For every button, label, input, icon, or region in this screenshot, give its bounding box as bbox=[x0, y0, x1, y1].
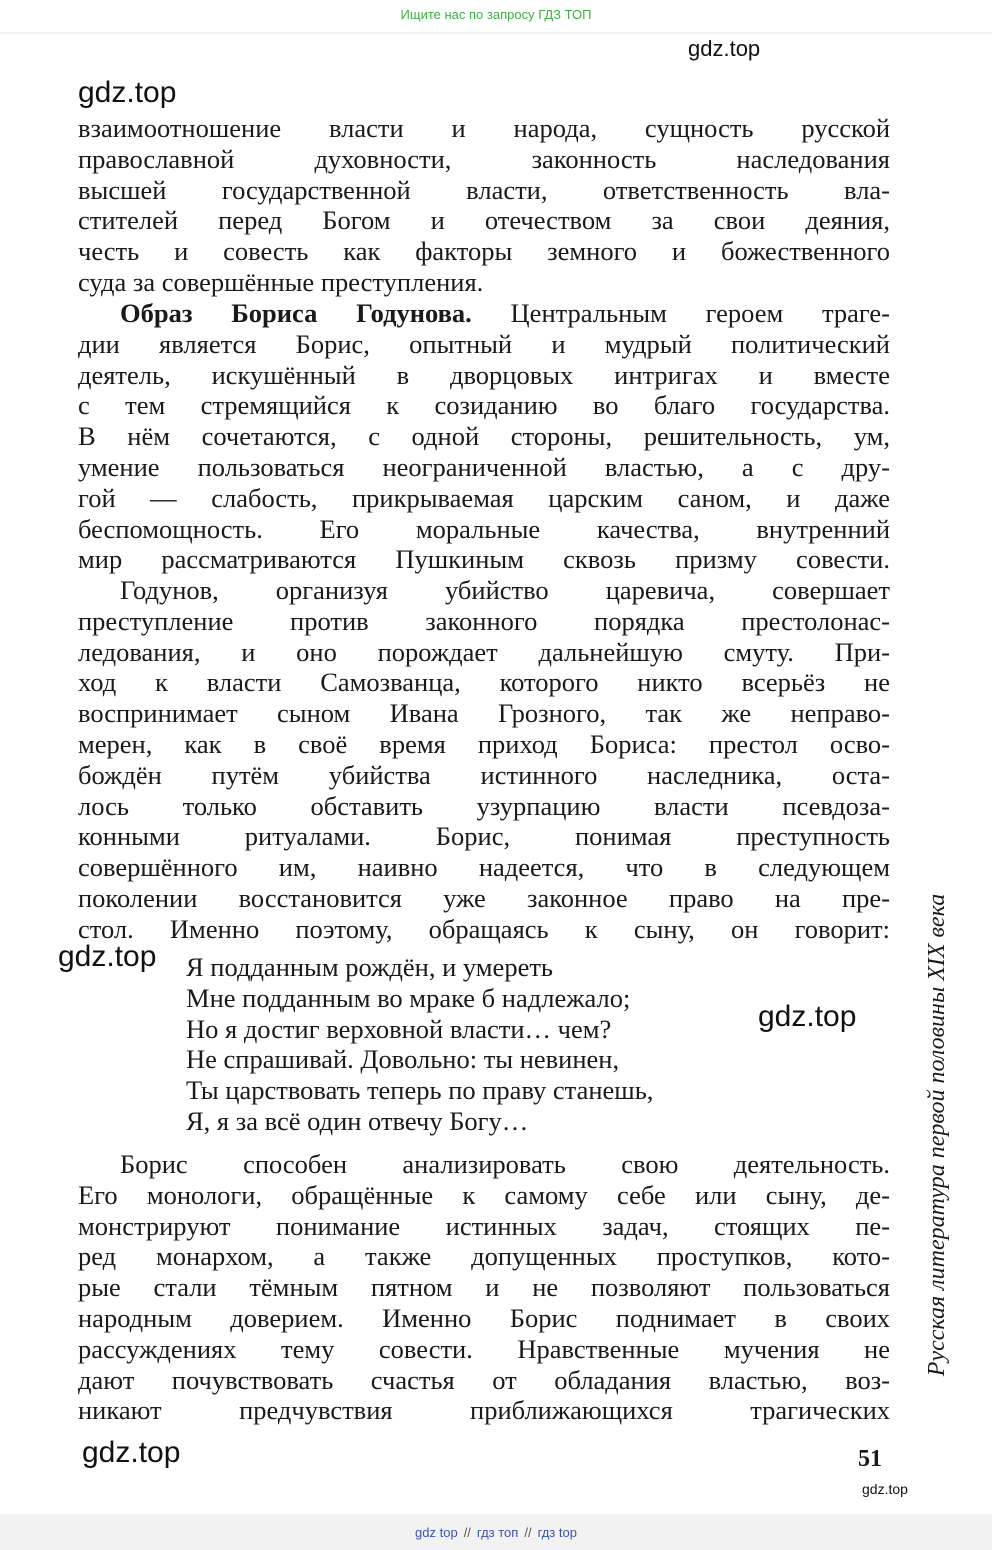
paragraph-3 bbox=[78, 575, 890, 945]
poem-line: Я подданным рождён, и умереть bbox=[186, 952, 554, 982]
text-line: рые стали тёмным пятном и не позволяют пользоваться bbox=[78, 1272, 890, 1303]
text-line: дии является Борис, опытный и мудрый политический bbox=[78, 328, 890, 359]
text-line: мерен, как в своё время приход Бориса: престол осво- bbox=[78, 728, 890, 759]
text-line: монстрируют понимание истинных задач, стоящих пе- bbox=[78, 1210, 890, 1241]
text-line: честь и совесть как факторы земного и божественного bbox=[78, 236, 890, 267]
footer-separator: // bbox=[463, 1525, 471, 1540]
text-line: высшей государственной власти, ответственность вла- bbox=[78, 174, 890, 205]
text-line: ледования, и оно порождает дальнейшую смуту. При- bbox=[78, 636, 890, 667]
text-line: стителей перед Богом и отечеством за свои деяния, bbox=[78, 205, 890, 236]
text-line: рассуждениях тему совести. Нравственные мучения не bbox=[78, 1333, 890, 1364]
text-line: гой — слабость, прикрываемая царским саном, и даже bbox=[78, 482, 890, 513]
poem-line: Ты царствовать теперь по праву станешь, bbox=[186, 1075, 654, 1106]
text-line: воспринимает сыном Ивана Грозного, так же неправо- bbox=[78, 698, 890, 729]
footer-link-3[interactable]: гдз top bbox=[537, 1525, 577, 1540]
paragraph-4 bbox=[78, 1149, 890, 1426]
footer-link-1[interactable]: gdz top bbox=[415, 1525, 458, 1540]
text-line: суда за совершённые преступления. bbox=[78, 266, 484, 297]
text-line: дают почувствовать счастья от обладания властью, воз- bbox=[78, 1364, 890, 1395]
poem-line: Мне подданным во мраке б надлежало; bbox=[186, 982, 631, 1013]
watermark-bottom-right: gdz.top bbox=[862, 1481, 908, 1497]
text-line: В нём сочетаются, с одной стороны, решительность, ум, bbox=[78, 421, 890, 452]
text-line: ред монархом, а также допущенных проступков, кото- bbox=[78, 1241, 890, 1272]
watermark-mid-right: gdz.top bbox=[758, 1000, 857, 1033]
text-line: бождён путём убийства истинного наследника, оста- bbox=[78, 759, 890, 790]
watermark-top-left: gdz.top bbox=[78, 76, 177, 109]
text-line: конными ритуалами. Борис, понимая преступность bbox=[78, 821, 890, 852]
text-line: Борис способен анализировать свою деятельность. bbox=[120, 1149, 890, 1179]
search-hint-link[interactable]: Ищите нас по запросу ГДЗ ТОП bbox=[400, 7, 592, 22]
text-line: стол. Именно поэтому, обращаясь к сыну, он говорит: bbox=[78, 913, 890, 944]
text-line: взаимоотношение власти и народа, сущность русской bbox=[78, 113, 890, 143]
text-line: с тем стремящийся к созиданию во благо государства. bbox=[78, 390, 890, 421]
poem-line: Я, я за всё один отвечу Богу… bbox=[186, 1105, 529, 1136]
text-line bbox=[78, 298, 890, 329]
text-fragment: Центральным героем траге- bbox=[471, 298, 890, 328]
poem-line: Но я достиг верховной власти… чем? bbox=[186, 1013, 612, 1044]
paragraph-2 bbox=[78, 298, 890, 575]
bottom-bar bbox=[0, 1516, 992, 1550]
watermark-top-right: gdz.top bbox=[688, 36, 761, 61]
poem-line: Не спрашивай. Довольно: ты невинен, bbox=[186, 1044, 620, 1075]
poem-quote bbox=[186, 952, 653, 1137]
section-side-title: Русская литература первой половины XIX века bbox=[924, 893, 950, 1377]
text-line: преступление против законного порядка престолонас- bbox=[78, 605, 890, 636]
footer-separator: // bbox=[524, 1525, 532, 1540]
text-line: умение пользоваться неограниченной властью, а с дру- bbox=[78, 451, 890, 482]
text-line: совершённого им, наивно надеется, что в следующем bbox=[78, 852, 890, 883]
text-line: никают предчувствия приближающихся трагических bbox=[78, 1395, 890, 1426]
watermark-mid-left: gdz.top bbox=[58, 940, 157, 973]
text-line: Его монологи, обращённые к самому себе или сыну, де- bbox=[78, 1179, 890, 1210]
top-bar bbox=[0, 0, 992, 32]
text-line: народным доверием. Именно Борис поднимает в своих bbox=[78, 1302, 890, 1333]
footer-link-2[interactable]: гдз топ bbox=[476, 1525, 519, 1540]
watermark-bottom-left: gdz.top bbox=[82, 1436, 181, 1469]
text-line: православной духовности, законность наследования bbox=[78, 143, 890, 174]
text-line: ход к власти Самозванца, которого никто всерьёз не bbox=[78, 667, 890, 698]
page-number: 51 bbox=[858, 1446, 882, 1472]
text-line: деятель, искушённый в дворцовых интригах и вместе bbox=[78, 359, 890, 390]
text-line: поколении восстановится уже законное право на пре- bbox=[78, 882, 890, 913]
text-line: лось только обставить узурпацию власти псевдоза- bbox=[78, 790, 890, 821]
text-line: беспомощность. Его моральные качества, внутренний bbox=[78, 513, 890, 544]
section-heading: Образ Бориса Годунова. bbox=[120, 298, 472, 328]
text-line: Годунов, организуя убийство царевича, совершает bbox=[120, 575, 890, 605]
text-line: мир рассматриваются Пушкиным сквозь призму совести. bbox=[78, 544, 890, 575]
paragraph-1 bbox=[78, 113, 890, 298]
